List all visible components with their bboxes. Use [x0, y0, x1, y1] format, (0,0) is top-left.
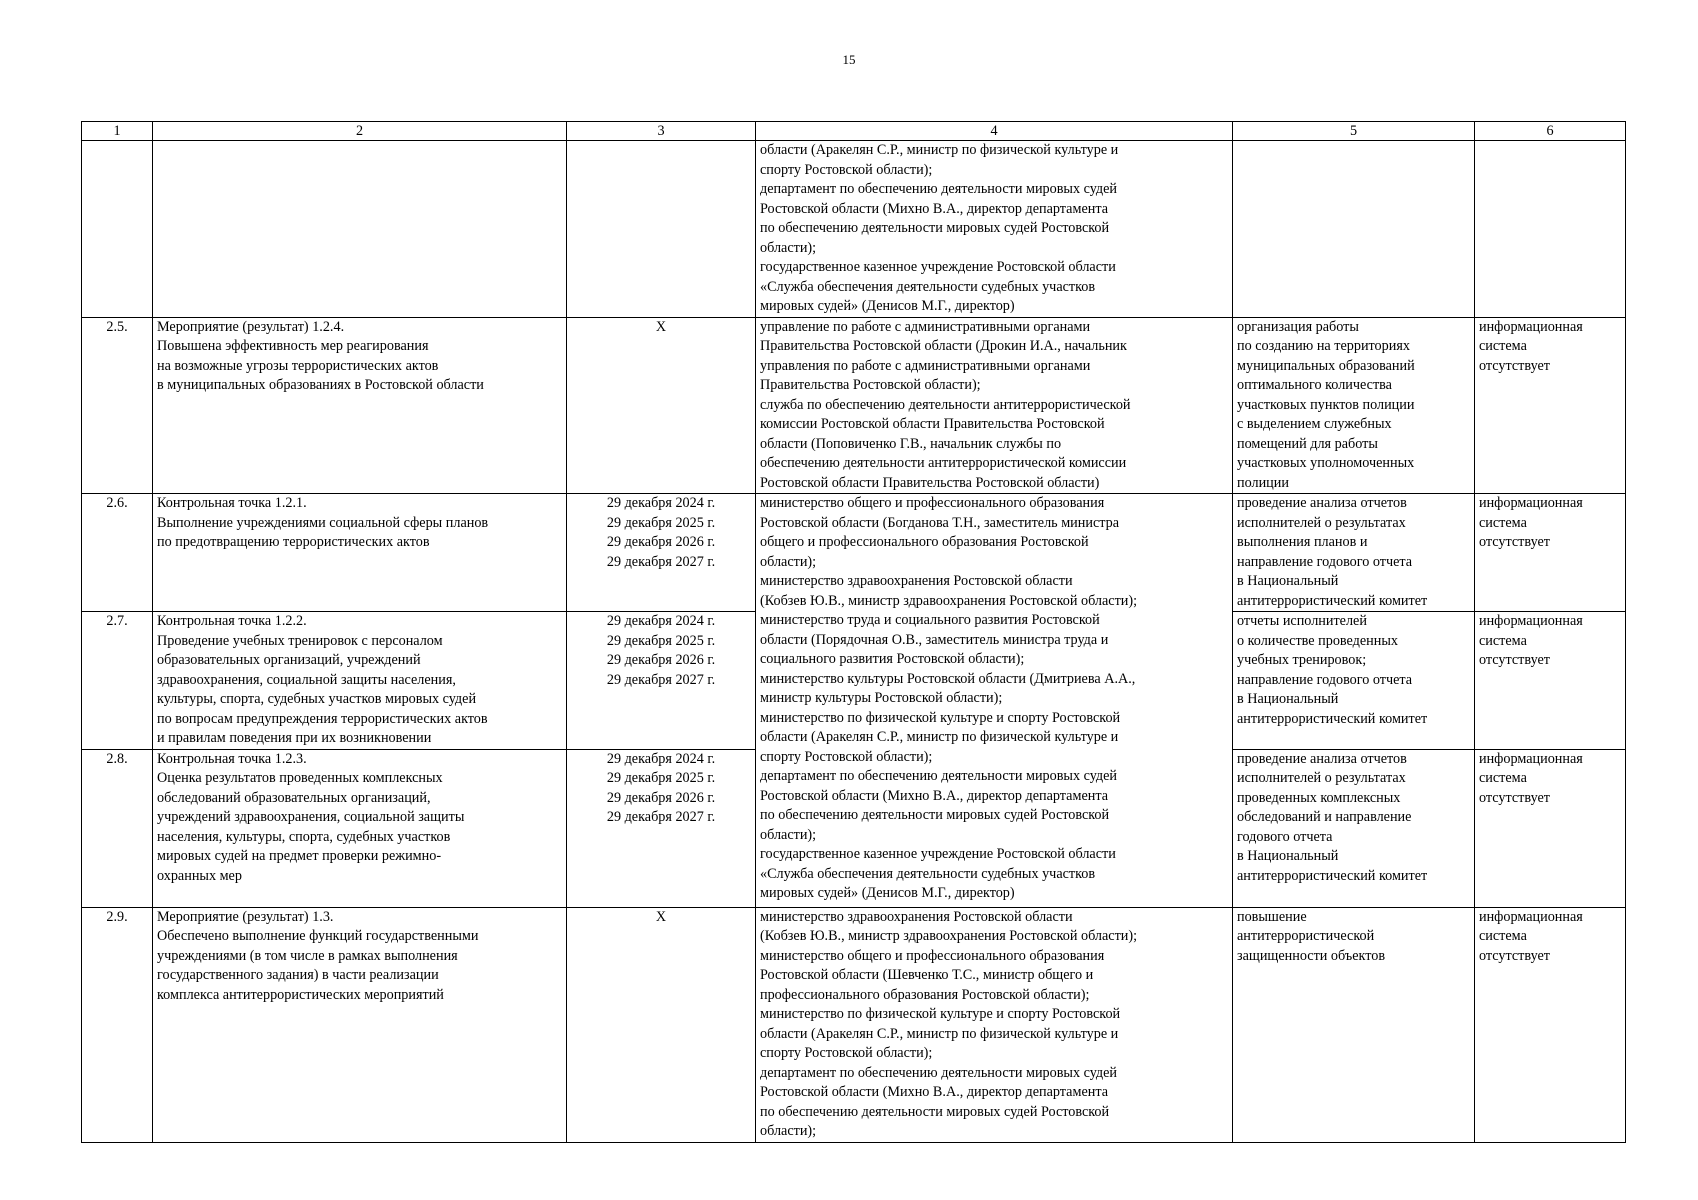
text-line: система — [1479, 338, 1527, 354]
text-line: система — [1479, 770, 1527, 786]
text-line: о количестве проведенных — [1237, 632, 1398, 649]
text-line: министерство здравоохранения Ростовской области — [760, 908, 1073, 925]
text-line: проведение анализа отчетов — [1237, 750, 1407, 767]
text-line: Повышена эффективность мер реагирования — [157, 338, 429, 354]
row-title — [153, 612, 567, 750]
text-line: по обеспечению деятельности мировых судей Ростовской — [760, 1103, 1110, 1120]
text-line: Выполнение учреждениями социальной сферы планов — [157, 514, 489, 531]
text-line: Обеспечено выполнение функций государственными — [157, 928, 479, 944]
header-col-1: 1 — [82, 122, 153, 141]
text-line: участковых уполномоченных — [1237, 455, 1415, 471]
text-line: отсутствует — [1479, 534, 1550, 550]
text-line: (Кобзев Ю.В., министр здравоохранения Ростовской области); — [760, 928, 1138, 944]
text-line: области (Поповиченко Г.В., начальник службы по — [760, 435, 1062, 452]
text-line: социального развития Ростовской области); — [760, 651, 1025, 667]
continuation-col6-cell — [1475, 141, 1626, 318]
text-line: учреждений здравоохранения, социальной защиты — [157, 809, 465, 825]
text-line: в муниципальных образованиях в Ростовской области — [157, 377, 484, 393]
text-line: области); — [760, 826, 817, 843]
text-line: 29 декабря 2026 г. — [606, 789, 716, 806]
text-line: государственное казенное учреждение Ростовской области — [760, 846, 1116, 862]
text-line: Контрольная точка 1.2.1. — [157, 495, 307, 511]
text-line: министерство по физической культуре и спорту Ростовской — [760, 709, 1121, 726]
text-line: Проведение учебных тренировок с персоналом — [157, 632, 443, 649]
text-line: 29 декабря 2027 г. — [606, 553, 716, 570]
text-line: Контрольная точка 1.2.3. — [157, 750, 307, 767]
text-line: области (Аракелян С.Р., министр по физической культуре и — [760, 1025, 1119, 1042]
text-line: здравоохранения, социальной защиты населения, — [157, 671, 456, 688]
text-line: министерство общего и профессионального образования — [760, 495, 1105, 511]
row-description — [1233, 317, 1475, 494]
row-description — [1233, 612, 1475, 750]
text-line: Ростовской области (Михно В.А., директор департамента — [760, 1084, 1109, 1100]
text-line: (Кобзев Ю.В., министр здравоохранения Ростовской области); — [760, 592, 1138, 609]
text-line: антитеррористический комитет — [1237, 710, 1428, 727]
text-line: Правительства Ростовской области); — [760, 377, 981, 393]
text-line: населения, культуры, спорта, судебных участков — [157, 828, 451, 845]
text-line: Ростовской области (Михно В.А., директор департамента — [760, 787, 1109, 804]
text-line: Ростовской области (Михно В.А., директор департамента — [760, 200, 1109, 217]
text-line: области (Аракелян С.Р., министр по физической культуре и — [760, 729, 1119, 745]
text-line: 29 декабря 2024 г. — [606, 750, 716, 767]
text-line: Х — [655, 908, 667, 925]
text-line: министерство по физической культуре и спорту Ростовской — [760, 1006, 1121, 1022]
header-col-5: 5 — [1233, 122, 1475, 141]
text-line: учебных тренировок; — [1237, 652, 1367, 668]
text-line: 29 декабря 2025 г. — [606, 514, 716, 531]
text-line: направление годового отчета — [1237, 553, 1413, 570]
text-line: информационная — [1479, 750, 1583, 767]
row-executors — [756, 907, 1233, 1142]
text-line: мировых судей» (Денисов М.Г., директор) — [760, 298, 1015, 314]
text-line: Мероприятие (результат) 1.2.4. — [157, 318, 345, 335]
text-line: на возможные угрозы террористических актов — [157, 357, 439, 374]
row-info-system — [1475, 907, 1626, 1142]
text-line: муниципальных образований — [1237, 357, 1415, 374]
text-line: Х — [655, 318, 667, 335]
text-line: Мероприятие (результат) 1.3. — [157, 908, 334, 925]
text-line: профессионального образования Ростовской области); — [760, 986, 1090, 1003]
text-line: обследований и направление — [1237, 809, 1412, 825]
text-line: области); — [760, 239, 817, 256]
text-line: отсутствует — [1479, 357, 1550, 374]
row-number: 2.7. — [82, 612, 153, 750]
text-line: Ростовской области (Шевченко Т.С., министр общего и — [760, 967, 1094, 983]
continuation-row — [82, 141, 1626, 318]
text-line: и правилам поведения при их возникновении — [157, 730, 432, 746]
header-col-4: 4 — [756, 122, 1233, 141]
shared-executors — [756, 494, 1233, 908]
text-line: отсутствует — [1479, 947, 1550, 964]
text-line: спорту Ростовской области); — [760, 748, 933, 765]
row-title — [153, 494, 567, 612]
text-line: департамент по обеспечению деятельности мировых судей — [760, 768, 1118, 784]
text-line: министерство труда и социального развития Ростовской — [760, 612, 1100, 628]
text-line: по обеспечению деятельности мировых судей Ростовской — [760, 807, 1110, 823]
text-line: области); — [760, 1123, 817, 1139]
text-line: области); — [760, 553, 817, 570]
text-line: антитеррористической — [1237, 928, 1375, 944]
row-dates — [567, 612, 756, 750]
text-line: выполнения планов и — [1237, 534, 1368, 550]
row-description — [1233, 907, 1475, 1142]
text-line: образовательных организаций, учреждений — [157, 652, 421, 668]
text-line: министерство культуры Ростовской области (Дмитриева А.А., — [760, 670, 1136, 687]
row-number: 2.5. — [82, 317, 153, 494]
row-title — [153, 907, 567, 1142]
text-line: повышение — [1237, 908, 1307, 925]
row-date — [567, 317, 756, 494]
text-line: комиссии Ростовской области Правительства Ростовской — [760, 416, 1105, 432]
text-line: служба по обеспечению деятельности антитеррористической — [760, 396, 1131, 413]
text-line: области (Аракелян С.Р., министр по физической культуре и — [760, 142, 1119, 158]
text-line: государственное казенное учреждение Ростовской области — [760, 259, 1116, 275]
text-line: участковых пунктов полиции — [1237, 396, 1415, 413]
text-line: система — [1479, 632, 1527, 649]
text-line: учреждениями (в том числе в рамках выполнения — [157, 947, 458, 964]
text-line: спорту Ростовской области); — [760, 1045, 933, 1061]
text-line: «Служба обеспечения деятельности судебных участков — [760, 865, 1096, 882]
text-line: по вопросам предупреждения террористических актов — [157, 710, 488, 727]
text-line: обеспечению деятельности антитеррористической комиссии — [760, 455, 1127, 471]
text-line: информационная — [1479, 495, 1583, 511]
page-number: 15 — [842, 52, 856, 67]
row-number: 2.6. — [82, 494, 153, 612]
measures-table — [81, 121, 1626, 1143]
text-line: 29 декабря 2026 г. — [606, 534, 716, 550]
text-line: система — [1479, 514, 1527, 531]
row-description — [1233, 494, 1475, 612]
text-line: 29 декабря 2026 г. — [606, 652, 716, 668]
header-row — [82, 122, 1626, 141]
row-title — [153, 317, 567, 494]
text-line: управление по работе с административными органами — [760, 318, 1091, 335]
row-dates — [567, 494, 756, 612]
continuation-title-cell — [153, 141, 567, 318]
header-col-3: 3 — [567, 122, 756, 141]
text-line: государственного задания) в части реализации — [157, 967, 439, 983]
row-info-system — [1475, 749, 1626, 907]
row-description — [1233, 749, 1475, 907]
text-line: Правительства Ростовской области (Дрокин И.А., начальник — [760, 338, 1127, 354]
text-line: охранных мер — [157, 867, 242, 884]
text-line: мировых судей на предмет проверки режимно- — [157, 848, 442, 864]
continuation-num-cell — [82, 141, 153, 318]
text-line: Ростовской области (Богданова Т.Н., заместитель министра — [760, 514, 1120, 531]
text-line: департамент по обеспечению деятельности мировых судей — [760, 181, 1118, 197]
text-line: «Служба обеспечения деятельности судебных участков — [760, 278, 1096, 295]
header-col-6: 6 — [1475, 122, 1626, 141]
continuation-col5-cell — [1233, 141, 1475, 318]
text-line: 29 декабря 2024 г. — [606, 613, 716, 629]
text-line: отсутствует — [1479, 652, 1550, 668]
row-number: 2.9. — [82, 907, 153, 1142]
text-line: информационная — [1479, 908, 1583, 925]
text-line: проведение анализа отчетов — [1237, 495, 1407, 511]
row-info-system — [1475, 612, 1626, 750]
text-line: по предотвращению террористических актов — [157, 534, 430, 550]
text-line: министр культуры Ростовской области); — [760, 690, 1003, 706]
row-date — [567, 907, 756, 1142]
text-line: спорту Ростовской области); — [760, 161, 933, 178]
text-line: отсутствует — [1479, 789, 1550, 806]
text-line: мировых судей» (Денисов М.Г., директор) — [760, 885, 1015, 901]
text-line: система — [1479, 928, 1527, 944]
text-line: антитеррористический комитет — [1237, 867, 1428, 884]
text-line: культуры, спорта, судебных участков мировых судей — [157, 691, 477, 707]
text-line: антитеррористический комитет — [1237, 592, 1428, 609]
continuation-date-cell — [567, 141, 756, 318]
text-line: обследований образовательных организаций, — [157, 789, 431, 806]
text-line: направление годового отчета — [1237, 671, 1413, 688]
text-line: исполнителей о результатах — [1237, 770, 1406, 786]
text-line: полиции — [1237, 474, 1289, 491]
text-line: информационная — [1479, 318, 1583, 335]
text-line: в Национальный — [1237, 573, 1339, 589]
text-line: проведенных комплексных — [1237, 789, 1401, 806]
row-number: 2.8. — [82, 749, 153, 907]
row-info-system — [1475, 317, 1626, 494]
row-dates — [567, 749, 756, 907]
text-line: 29 декабря 2027 г. — [606, 809, 716, 825]
text-line: по созданию на территориях — [1237, 338, 1410, 354]
text-line: 29 декабря 2027 г. — [606, 671, 716, 688]
table-row — [82, 907, 1626, 1142]
text-line: области (Порядочная О.В., заместитель министра труда и — [760, 631, 1109, 648]
table-row — [82, 317, 1626, 494]
text-line: общего и профессионального образования Ростовской — [760, 534, 1089, 550]
header-col-2: 2 — [153, 122, 567, 141]
text-line: помещений для работы — [1237, 435, 1378, 452]
text-line: министерство здравоохранения Ростовской области — [760, 573, 1073, 589]
text-line: отчеты исполнителей — [1237, 613, 1367, 629]
text-line: защищенности объектов — [1237, 947, 1386, 964]
text-line: информационная — [1479, 613, 1583, 629]
row-info-system — [1475, 494, 1626, 612]
row-title — [153, 749, 567, 907]
continuation-executors-cell — [756, 141, 1233, 318]
text-line: 29 декабря 2025 г. — [606, 770, 716, 786]
text-line: комплекса антитеррористических мероприятий — [157, 986, 444, 1003]
text-line: исполнителей о результатах — [1237, 514, 1406, 531]
table-row — [82, 494, 1626, 612]
text-line: министерство общего и профессионального образования — [760, 947, 1105, 964]
text-line: в Национальный — [1237, 848, 1339, 864]
text-line: оптимального количества — [1237, 377, 1392, 393]
text-line: 29 декабря 2025 г. — [606, 632, 716, 649]
text-line: организация работы — [1237, 318, 1359, 335]
text-line: по обеспечению деятельности мировых судей Ростовской — [760, 220, 1110, 236]
text-line: Ростовской области Правительства Ростовской области) — [760, 474, 1100, 491]
text-line: годового отчета — [1237, 828, 1333, 845]
text-line: 29 декабря 2024 г. — [606, 495, 716, 511]
text-line: управления по работе с административными органами — [760, 357, 1091, 374]
text-line: Оценка результатов проведенных комплексных — [157, 770, 443, 786]
text-line: в Национальный — [1237, 691, 1339, 707]
text-line: Контрольная точка 1.2.2. — [157, 613, 307, 629]
row-executors — [756, 317, 1233, 494]
text-line: департамент по обеспечению деятельности мировых судей — [760, 1064, 1118, 1081]
text-line: с выделением служебных — [1237, 416, 1392, 432]
